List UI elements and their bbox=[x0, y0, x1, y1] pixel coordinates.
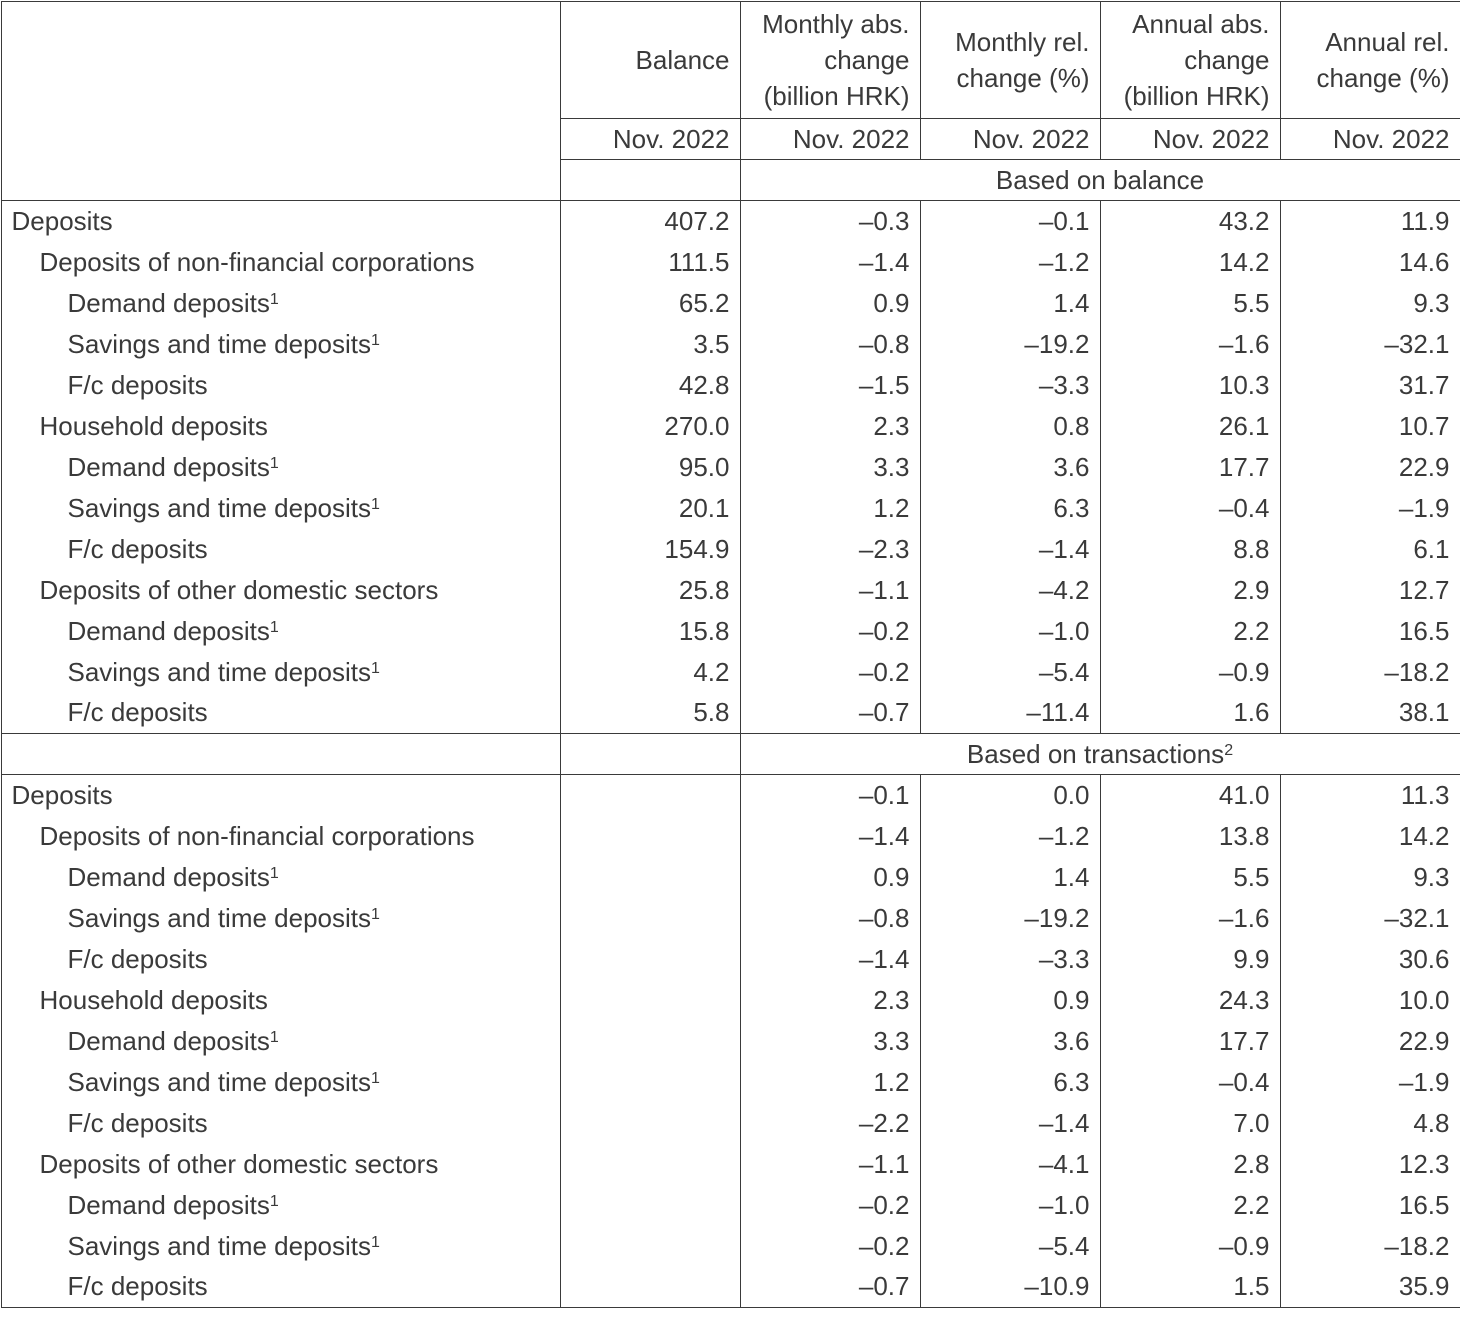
table-row bbox=[1, 1143, 1460, 1184]
value-cell: 2.2 bbox=[1100, 610, 1280, 651]
row-label-text: F/c deposits bbox=[68, 697, 208, 727]
value-cell: –0.1 bbox=[740, 774, 920, 815]
value-cell: 1.5 bbox=[1100, 1266, 1280, 1307]
value-cell: –2.2 bbox=[740, 1102, 920, 1143]
value-cell: –18.2 bbox=[1280, 651, 1460, 692]
table-row bbox=[1, 282, 1460, 323]
value-cell: 95.0 bbox=[560, 446, 740, 487]
value-cell: 12.7 bbox=[1280, 569, 1460, 610]
row-label-text: Savings and time deposits bbox=[68, 329, 372, 359]
value-cell bbox=[560, 1266, 740, 1307]
value-cell: –1.0 bbox=[920, 1184, 1100, 1225]
value-cell: 35.9 bbox=[1280, 1266, 1460, 1307]
value-cell: 5.5 bbox=[1100, 856, 1280, 897]
value-cell: 2.2 bbox=[1100, 1184, 1280, 1225]
section-title-text: Based on transactions bbox=[967, 739, 1224, 769]
row-label-text: Deposits bbox=[12, 780, 113, 810]
table-row bbox=[1, 610, 1460, 651]
value-cell: –0.8 bbox=[740, 323, 920, 364]
value-cell: –3.3 bbox=[920, 938, 1100, 979]
value-cell: 11.9 bbox=[1280, 200, 1460, 241]
table-row bbox=[1, 1102, 1460, 1143]
value-cell: –1.4 bbox=[740, 938, 920, 979]
footnote-marker: 1 bbox=[270, 865, 279, 882]
value-cell bbox=[560, 774, 740, 815]
row-label bbox=[1, 815, 560, 856]
value-cell: 12.3 bbox=[1280, 1143, 1460, 1184]
value-cell: 11.3 bbox=[1280, 774, 1460, 815]
value-cell: 38.1 bbox=[1280, 692, 1460, 733]
row-label-text: F/c deposits bbox=[68, 534, 208, 564]
row-label bbox=[1, 405, 560, 446]
row-label-text: Savings and time deposits bbox=[68, 1231, 372, 1261]
value-cell: 3.3 bbox=[740, 1020, 920, 1061]
row-label bbox=[1, 487, 560, 528]
table-row bbox=[1, 1061, 1460, 1102]
row-label-text: Savings and time deposits bbox=[68, 903, 372, 933]
row-label bbox=[1, 241, 560, 282]
footnote-marker: 1 bbox=[371, 1234, 380, 1251]
value-cell: 6.3 bbox=[920, 1061, 1100, 1102]
footnote-marker: 1 bbox=[371, 906, 380, 923]
value-cell: 24.3 bbox=[1100, 979, 1280, 1020]
row-label-text: Demand deposits bbox=[68, 452, 270, 482]
table-row bbox=[1, 1184, 1460, 1225]
section-title bbox=[740, 733, 1460, 774]
value-cell: –0.4 bbox=[1100, 487, 1280, 528]
value-cell: 10.7 bbox=[1280, 405, 1460, 446]
value-cell: 15.8 bbox=[560, 610, 740, 651]
column-header-annual-rel: Annual rel. change (%) bbox=[1280, 1, 1460, 118]
value-cell: –0.1 bbox=[920, 200, 1100, 241]
row-label-text: Deposits of other domestic sectors bbox=[40, 1149, 439, 1179]
row-label bbox=[1, 856, 560, 897]
footnote-marker: 1 bbox=[371, 1070, 380, 1087]
value-cell: –1.4 bbox=[920, 528, 1100, 569]
value-cell: –1.9 bbox=[1280, 1061, 1460, 1102]
value-cell: –1.2 bbox=[920, 815, 1100, 856]
value-cell: 9.3 bbox=[1280, 282, 1460, 323]
value-cell: –32.1 bbox=[1280, 897, 1460, 938]
row-label bbox=[1, 364, 560, 405]
row-label bbox=[1, 323, 560, 364]
table-row bbox=[1, 569, 1460, 610]
value-cell: 22.9 bbox=[1280, 1020, 1460, 1061]
value-cell: 5.5 bbox=[1100, 282, 1280, 323]
row-label-text: Demand deposits bbox=[68, 616, 270, 646]
value-cell bbox=[560, 1184, 740, 1225]
value-cell: –1.4 bbox=[740, 241, 920, 282]
value-cell: 4.2 bbox=[560, 651, 740, 692]
value-cell: 9.9 bbox=[1100, 938, 1280, 979]
table-row bbox=[1, 815, 1460, 856]
footnote-marker: 1 bbox=[270, 291, 279, 308]
value-cell: 31.7 bbox=[1280, 364, 1460, 405]
value-cell: 14.2 bbox=[1280, 815, 1460, 856]
row-label bbox=[1, 1266, 560, 1307]
row-label bbox=[1, 651, 560, 692]
period-cell: Nov. 2022 bbox=[1280, 118, 1460, 159]
deposits-table bbox=[1, 1, 1460, 1308]
footnote-marker: 1 bbox=[270, 619, 279, 636]
row-label-text: Demand deposits bbox=[68, 1026, 270, 1056]
period-cell: Nov. 2022 bbox=[740, 118, 920, 159]
value-cell: –5.4 bbox=[920, 1225, 1100, 1266]
row-label bbox=[1, 979, 560, 1020]
row-label-text: Demand deposits bbox=[68, 288, 270, 318]
row-label bbox=[1, 692, 560, 733]
value-cell: 0.0 bbox=[920, 774, 1100, 815]
row-label-text: F/c deposits bbox=[68, 370, 208, 400]
value-cell: –19.2 bbox=[920, 323, 1100, 364]
value-cell: 14.6 bbox=[1280, 241, 1460, 282]
table-row bbox=[1, 651, 1460, 692]
value-cell: –1.6 bbox=[1100, 323, 1280, 364]
value-cell: –4.2 bbox=[920, 569, 1100, 610]
value-cell: 0.9 bbox=[740, 856, 920, 897]
table-row bbox=[1, 938, 1460, 979]
table-row bbox=[1, 774, 1460, 815]
value-cell: 30.6 bbox=[1280, 938, 1460, 979]
value-cell: –3.3 bbox=[920, 364, 1100, 405]
value-cell: –4.1 bbox=[920, 1143, 1100, 1184]
value-cell: –0.2 bbox=[740, 1225, 920, 1266]
value-cell: –2.3 bbox=[740, 528, 920, 569]
table-body bbox=[1, 1, 1460, 1307]
value-cell: 3.6 bbox=[920, 446, 1100, 487]
value-cell: 10.3 bbox=[1100, 364, 1280, 405]
footnote-marker: 2 bbox=[1224, 742, 1233, 759]
value-cell bbox=[560, 1020, 740, 1061]
value-cell: 41.0 bbox=[1100, 774, 1280, 815]
value-cell: –0.9 bbox=[1100, 651, 1280, 692]
value-cell: 42.8 bbox=[560, 364, 740, 405]
value-cell: 25.8 bbox=[560, 569, 740, 610]
value-cell: –1.9 bbox=[1280, 487, 1460, 528]
footnote-marker: 1 bbox=[270, 1029, 279, 1046]
row-label bbox=[1, 897, 560, 938]
value-cell: 111.5 bbox=[560, 241, 740, 282]
row-label-text: Savings and time deposits bbox=[68, 493, 372, 523]
footnote-marker: 1 bbox=[270, 455, 279, 472]
row-label bbox=[1, 1143, 560, 1184]
value-cell: –0.9 bbox=[1100, 1225, 1280, 1266]
value-cell: 6.1 bbox=[1280, 528, 1460, 569]
section-blank-cell bbox=[1, 733, 560, 774]
table-row bbox=[1, 528, 1460, 569]
value-cell: –0.3 bbox=[740, 200, 920, 241]
row-label-text: Household deposits bbox=[40, 411, 268, 441]
value-cell: –1.4 bbox=[740, 815, 920, 856]
section-title bbox=[740, 159, 1460, 200]
value-cell: 1.2 bbox=[740, 487, 920, 528]
value-cell: –1.5 bbox=[740, 364, 920, 405]
value-cell: 13.8 bbox=[1100, 815, 1280, 856]
value-cell: –18.2 bbox=[1280, 1225, 1460, 1266]
table-row bbox=[1, 979, 1460, 1020]
row-label bbox=[1, 446, 560, 487]
table-row bbox=[1, 1020, 1460, 1061]
row-label-text: Deposits of other domestic sectors bbox=[40, 575, 439, 605]
value-cell: 16.5 bbox=[1280, 1184, 1460, 1225]
value-cell: –1.0 bbox=[920, 610, 1100, 651]
value-cell: 2.3 bbox=[740, 979, 920, 1020]
row-label-text: F/c deposits bbox=[68, 1108, 208, 1138]
value-cell: 1.6 bbox=[1100, 692, 1280, 733]
value-cell: 4.8 bbox=[1280, 1102, 1460, 1143]
column-header-annual-abs: Annual abs. change (billion HRK) bbox=[1100, 1, 1280, 118]
value-cell: 22.9 bbox=[1280, 446, 1460, 487]
row-label bbox=[1, 610, 560, 651]
table-row bbox=[1, 364, 1460, 405]
header-row bbox=[1, 1, 1460, 118]
value-cell: –11.4 bbox=[920, 692, 1100, 733]
table-row bbox=[1, 241, 1460, 282]
value-cell: –1.1 bbox=[740, 569, 920, 610]
row-label-text: Deposits bbox=[12, 206, 113, 236]
row-label-text: Savings and time deposits bbox=[68, 1067, 372, 1097]
value-cell: 2.3 bbox=[740, 405, 920, 446]
value-cell: –1.6 bbox=[1100, 897, 1280, 938]
value-cell: 43.2 bbox=[1100, 200, 1280, 241]
value-cell: 14.2 bbox=[1100, 241, 1280, 282]
row-label-text: F/c deposits bbox=[68, 1271, 208, 1301]
value-cell: –0.2 bbox=[740, 651, 920, 692]
value-cell bbox=[560, 856, 740, 897]
row-label bbox=[1, 1184, 560, 1225]
column-header-monthly-abs: Monthly abs. change (billion HRK) bbox=[740, 1, 920, 118]
section-title-text: Based on balance bbox=[996, 165, 1204, 195]
value-cell: –1.2 bbox=[920, 241, 1100, 282]
value-cell: –5.4 bbox=[920, 651, 1100, 692]
value-cell: –0.2 bbox=[740, 610, 920, 651]
row-label bbox=[1, 569, 560, 610]
value-cell: 3.6 bbox=[920, 1020, 1100, 1061]
value-cell: 9.3 bbox=[1280, 856, 1460, 897]
value-cell bbox=[560, 938, 740, 979]
value-cell bbox=[560, 1061, 740, 1102]
table-row bbox=[1, 692, 1460, 733]
table-row bbox=[1, 1225, 1460, 1266]
table-row bbox=[1, 1266, 1460, 1307]
value-cell: 1.2 bbox=[740, 1061, 920, 1102]
value-cell bbox=[560, 815, 740, 856]
value-cell: 0.9 bbox=[920, 979, 1100, 1020]
value-cell: 0.9 bbox=[740, 282, 920, 323]
value-cell: 2.8 bbox=[1100, 1143, 1280, 1184]
row-label bbox=[1, 1102, 560, 1143]
table-row bbox=[1, 405, 1460, 446]
value-cell: –10.9 bbox=[920, 1266, 1100, 1307]
value-cell: 17.7 bbox=[1100, 446, 1280, 487]
row-label-text: Demand deposits bbox=[68, 1190, 270, 1220]
value-cell: 26.1 bbox=[1100, 405, 1280, 446]
value-cell: 8.8 bbox=[1100, 528, 1280, 569]
value-cell bbox=[560, 1225, 740, 1266]
period-cell: Nov. 2022 bbox=[1100, 118, 1280, 159]
value-cell: 0.8 bbox=[920, 405, 1100, 446]
value-cell bbox=[560, 979, 740, 1020]
row-label bbox=[1, 938, 560, 979]
table-row bbox=[1, 856, 1460, 897]
footnote-marker: 1 bbox=[371, 332, 380, 349]
value-cell: –0.7 bbox=[740, 692, 920, 733]
value-cell: –0.4 bbox=[1100, 1061, 1280, 1102]
value-cell bbox=[560, 897, 740, 938]
period-cell: Nov. 2022 bbox=[560, 118, 740, 159]
value-cell: 10.0 bbox=[1280, 979, 1460, 1020]
value-cell: –0.7 bbox=[740, 1266, 920, 1307]
value-cell: –1.4 bbox=[920, 1102, 1100, 1143]
table-row bbox=[1, 897, 1460, 938]
footnote-marker: 1 bbox=[371, 660, 380, 677]
value-cell: –19.2 bbox=[920, 897, 1100, 938]
footnote-marker: 1 bbox=[371, 496, 380, 513]
column-header-monthly-rel: Monthly rel. change (%) bbox=[920, 1, 1100, 118]
footnote-marker: 1 bbox=[270, 1193, 279, 1210]
value-cell: 154.9 bbox=[560, 528, 740, 569]
value-cell: 16.5 bbox=[1280, 610, 1460, 651]
value-cell: 20.1 bbox=[560, 487, 740, 528]
value-cell: 407.2 bbox=[560, 200, 740, 241]
row-label bbox=[1, 200, 560, 241]
value-cell: 6.3 bbox=[920, 487, 1100, 528]
value-cell: 2.9 bbox=[1100, 569, 1280, 610]
row-label bbox=[1, 774, 560, 815]
row-label-text: Household deposits bbox=[40, 985, 268, 1015]
row-label bbox=[1, 282, 560, 323]
section-blank-cell bbox=[560, 159, 740, 200]
value-cell: –32.1 bbox=[1280, 323, 1460, 364]
value-cell: 3.3 bbox=[740, 446, 920, 487]
row-label bbox=[1, 1061, 560, 1102]
table-row bbox=[1, 323, 1460, 364]
value-cell: –0.2 bbox=[740, 1184, 920, 1225]
row-label bbox=[1, 528, 560, 569]
column-header-balance: Balance bbox=[560, 1, 740, 118]
value-cell: 1.4 bbox=[920, 856, 1100, 897]
table-row bbox=[1, 200, 1460, 241]
row-label bbox=[1, 1020, 560, 1061]
value-cell: 7.0 bbox=[1100, 1102, 1280, 1143]
value-cell: 1.4 bbox=[920, 282, 1100, 323]
row-label-text: Savings and time deposits bbox=[68, 657, 372, 687]
value-cell: –0.8 bbox=[740, 897, 920, 938]
section-blank-cell bbox=[560, 733, 740, 774]
table-row bbox=[1, 487, 1460, 528]
value-cell bbox=[560, 1143, 740, 1184]
section-row-transactions bbox=[1, 733, 1460, 774]
period-cell: Nov. 2022 bbox=[920, 118, 1100, 159]
row-label-text: Demand deposits bbox=[68, 862, 270, 892]
corner-cell bbox=[1, 1, 560, 200]
row-label bbox=[1, 1225, 560, 1266]
value-cell: 65.2 bbox=[560, 282, 740, 323]
value-cell: 17.7 bbox=[1100, 1020, 1280, 1061]
row-label-text: F/c deposits bbox=[68, 944, 208, 974]
row-label-text: Deposits of non-financial corporations bbox=[40, 247, 475, 277]
table-row bbox=[1, 446, 1460, 487]
value-cell: 3.5 bbox=[560, 323, 740, 364]
row-label-text: Deposits of non-financial corporations bbox=[40, 821, 475, 851]
value-cell bbox=[560, 1102, 740, 1143]
value-cell: –1.1 bbox=[740, 1143, 920, 1184]
value-cell: 5.8 bbox=[560, 692, 740, 733]
value-cell: 270.0 bbox=[560, 405, 740, 446]
